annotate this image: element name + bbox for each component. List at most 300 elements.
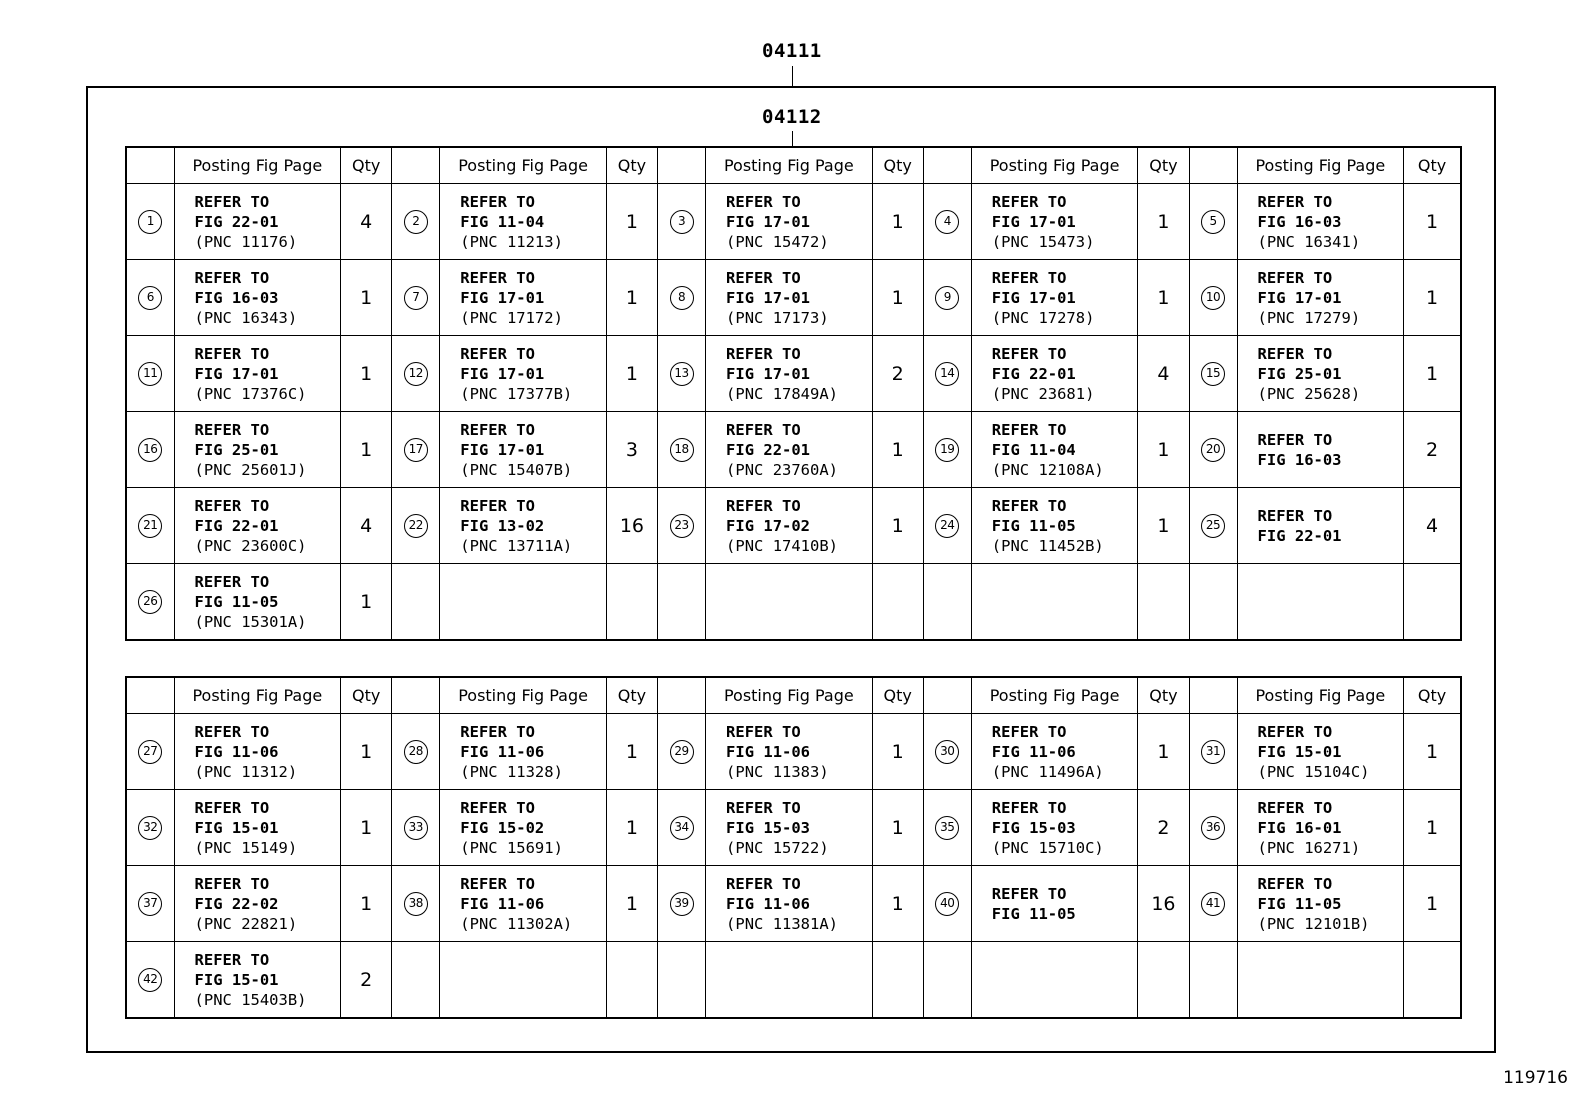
header-posting-fig-page: Posting Fig Page: [174, 147, 341, 184]
key-number-circle: 25: [1201, 514, 1225, 538]
pnc-reference: (PNC 15301A): [194, 612, 307, 631]
key-number-circle: 27: [138, 740, 162, 764]
header-qty: Qty: [1138, 147, 1189, 184]
key-number-cell: [126, 412, 174, 488]
qty-cell: 4: [341, 184, 392, 260]
qty-cell: [1404, 942, 1461, 1019]
refer-to-text: REFER TO: [991, 722, 1067, 741]
key-number-cell: [658, 488, 706, 564]
key-number-circle: 23: [670, 514, 694, 538]
posting-fig-page-cell: [174, 564, 341, 641]
posting-fig-page-cell: [174, 488, 341, 564]
qty-cell: 1: [872, 714, 923, 790]
posting-fig-page-cell: [174, 260, 341, 336]
fig-reference: FIG 17-01: [991, 212, 1076, 231]
leader-line-outer: [792, 66, 793, 87]
qty-cell: [606, 942, 657, 1019]
key-number-circle: 12: [404, 362, 428, 386]
key-number-cell: [392, 260, 440, 336]
fig-reference: FIG 22-01: [1257, 526, 1342, 545]
header-key-cell: [126, 147, 174, 184]
refer-to-text: REFER TO: [1257, 722, 1333, 741]
posting-fig-page-cell: [706, 184, 873, 260]
key-number-cell: [392, 412, 440, 488]
pnc-reference: (PNC 17173): [726, 308, 829, 327]
pnc-reference: (PNC 16341): [1257, 232, 1361, 251]
key-number-circle: 6: [138, 286, 162, 310]
key-number-cell: [658, 714, 706, 790]
qty-cell: 1: [606, 184, 657, 260]
qty-cell: 1: [872, 790, 923, 866]
posting-fig-page-cell: [174, 412, 341, 488]
table-row: [126, 790, 1461, 866]
pnc-reference: (PNC 11213): [460, 232, 563, 251]
refer-to-text: REFER TO: [194, 344, 270, 363]
key-number-cell: [126, 260, 174, 336]
qty-cell: [1138, 942, 1189, 1019]
key-number-cell: [1189, 714, 1237, 790]
assembly-label-04112: 04112: [762, 106, 822, 128]
refer-to-text: REFER TO: [991, 344, 1067, 363]
qty-cell: [606, 564, 657, 641]
key-number-circle: 3: [670, 210, 694, 234]
header-qty: Qty: [1404, 147, 1461, 184]
fig-reference: FIG 25-01: [1257, 364, 1342, 383]
pnc-reference: (PNC 11328): [460, 762, 563, 781]
qty-cell: 1: [1138, 412, 1189, 488]
key-number-cell: [1189, 184, 1237, 260]
key-number-circle: 22: [404, 514, 428, 538]
header-posting-fig-page: Posting Fig Page: [971, 147, 1138, 184]
refer-to-text: REFER TO: [991, 798, 1067, 817]
posting-fig-page-cell: [1237, 866, 1404, 942]
table-row: [126, 942, 1461, 1019]
refer-to-text: REFER TO: [726, 874, 801, 893]
fig-reference: FIG 17-01: [460, 364, 545, 383]
qty-cell: [872, 942, 923, 1019]
key-number-circle: 39: [670, 892, 694, 916]
qty-cell: 1: [1138, 714, 1189, 790]
qty-cell: 1: [606, 714, 657, 790]
refer-to-text: REFER TO: [460, 496, 535, 515]
qty-cell: [872, 564, 923, 641]
fig-reference: FIG 25-01: [194, 440, 279, 459]
fig-reference: FIG 17-01: [194, 364, 279, 383]
qty-cell: 2: [872, 336, 923, 412]
qty-cell: 3: [606, 412, 657, 488]
refer-to-text: REFER TO: [194, 496, 270, 515]
refer-to-text: REFER TO: [1257, 268, 1333, 287]
key-number-circle: 36: [1201, 816, 1225, 840]
key-number-cell: [392, 336, 440, 412]
key-number-cell: [923, 790, 971, 866]
fig-reference: FIG 11-04: [460, 212, 545, 231]
key-number-circle: 9: [935, 286, 959, 310]
posting-fig-page-cell: [706, 866, 873, 942]
pnc-reference: (PNC 17172): [460, 308, 563, 327]
key-number-circle: 4: [935, 210, 959, 234]
key-number-circle: 29: [670, 740, 694, 764]
posting-fig-page-cell: [440, 714, 607, 790]
qty-cell: 1: [872, 260, 923, 336]
refer-to-text: REFER TO: [1257, 506, 1333, 525]
posting-fig-page-cell: [1237, 488, 1404, 564]
pnc-reference: (PNC 15104C): [1257, 762, 1370, 781]
fig-reference: FIG 11-06: [460, 742, 545, 761]
pnc-reference: (PNC 11302A): [460, 914, 573, 933]
qty-cell: 1: [1404, 866, 1461, 942]
posting-fig-page-cell: [174, 336, 341, 412]
key-number-cell: [392, 790, 440, 866]
key-number-circle: 41: [1201, 892, 1225, 916]
key-number-cell: [1189, 488, 1237, 564]
posting-fig-page-cell: [440, 866, 607, 942]
key-number-cell: [392, 866, 440, 942]
refer-to-text: REFER TO: [726, 420, 801, 439]
pnc-reference: (PNC 25628): [1257, 384, 1361, 403]
fig-reference: FIG 22-02: [194, 894, 279, 913]
posting-fig-page-cell: [440, 260, 607, 336]
posting-fig-page-cell: [440, 488, 607, 564]
key-number-circle: 24: [935, 514, 959, 538]
key-number-cell: [1189, 790, 1237, 866]
refer-to-text: REFER TO: [726, 268, 801, 287]
header-key-cell: [392, 677, 440, 714]
refer-to-text: REFER TO: [991, 496, 1067, 515]
header-key-cell: [658, 147, 706, 184]
refer-to-text: REFER TO: [460, 874, 535, 893]
fig-reference: FIG 22-01: [726, 440, 811, 459]
posting-fig-page-cell: [1237, 336, 1404, 412]
pnc-reference: (PNC 23600C): [194, 536, 307, 555]
pnc-reference: (PNC 17849A): [726, 384, 839, 403]
key-number-circle: 28: [404, 740, 428, 764]
pnc-reference: (PNC 12101B): [1257, 914, 1370, 933]
key-number-cell: [126, 942, 174, 1019]
pnc-reference: (PNC 17376C): [194, 384, 307, 403]
refer-to-text: REFER TO: [991, 420, 1067, 439]
key-number-cell: [658, 564, 706, 641]
key-number-circle: 21: [138, 514, 162, 538]
key-number-circle: 5: [1201, 210, 1225, 234]
header-qty: Qty: [606, 147, 657, 184]
qty-cell: [1404, 564, 1461, 641]
key-number-cell: [658, 260, 706, 336]
posting-fig-page-cell: [440, 790, 607, 866]
posting-fig-page-cell: [440, 184, 607, 260]
key-number-circle: 32: [138, 816, 162, 840]
refer-to-text: REFER TO: [1257, 344, 1333, 363]
key-number-cell: [923, 412, 971, 488]
posting-fig-page-cell: [971, 790, 1138, 866]
refer-to-text: REFER TO: [194, 874, 270, 893]
table-row: [126, 184, 1461, 260]
fig-reference: FIG 11-05: [1257, 894, 1342, 913]
fig-reference: FIG 22-01: [194, 212, 279, 231]
fig-reference: FIG 11-06: [726, 894, 811, 913]
pnc-reference: (PNC 11312): [194, 762, 298, 781]
qty-cell: 2: [341, 942, 392, 1019]
key-number-cell: [658, 184, 706, 260]
posting-fig-page-cell: [971, 564, 1138, 641]
qty-cell: 1: [872, 412, 923, 488]
header-qty: Qty: [1404, 677, 1461, 714]
posting-fig-page-cell: [174, 184, 341, 260]
header-qty: Qty: [1138, 677, 1189, 714]
header-posting-fig-page: Posting Fig Page: [440, 677, 607, 714]
posting-fig-page-cell: [1237, 260, 1404, 336]
header-posting-fig-page: Posting Fig Page: [1237, 677, 1404, 714]
header-qty: Qty: [872, 677, 923, 714]
fig-reference: FIG 15-03: [726, 818, 811, 837]
pnc-reference: (PNC 16343): [194, 308, 298, 327]
posting-fig-page-cell: [1237, 942, 1404, 1019]
pnc-reference: (PNC 11496A): [991, 762, 1104, 781]
posting-fig-page-cell: [174, 714, 341, 790]
refer-to-text: REFER TO: [194, 192, 270, 211]
pnc-reference: (PNC 23760A): [726, 460, 839, 479]
pnc-reference: (PNC 13711A): [460, 536, 573, 555]
fig-reference: FIG 17-01: [991, 288, 1076, 307]
refer-to-text: REFER TO: [991, 192, 1067, 211]
key-number-circle: 19: [935, 438, 959, 462]
table-row: [126, 714, 1461, 790]
header-posting-fig-page: Posting Fig Page: [706, 677, 873, 714]
fig-reference: FIG 16-03: [1257, 212, 1342, 231]
key-number-circle: 30: [935, 740, 959, 764]
posting-fig-page-cell: [706, 412, 873, 488]
leader-line-inner: [792, 131, 793, 147]
header-key-cell: [1189, 677, 1237, 714]
qty-cell: [1138, 564, 1189, 641]
refer-to-text: REFER TO: [194, 950, 270, 969]
qty-cell: 1: [606, 790, 657, 866]
qty-cell: 1: [872, 488, 923, 564]
posting-fig-page-cell: [706, 564, 873, 641]
key-number-circle: 17: [404, 438, 428, 462]
key-number-cell: [1189, 412, 1237, 488]
key-number-circle: 34: [670, 816, 694, 840]
pnc-reference: (PNC 17278): [991, 308, 1095, 327]
fig-reference: FIG 15-01: [194, 818, 279, 837]
qty-cell: 4: [341, 488, 392, 564]
key-number-cell: [923, 714, 971, 790]
parts-table-upper: [125, 146, 1462, 641]
fig-reference: FIG 17-01: [460, 288, 545, 307]
refer-to-text: REFER TO: [460, 192, 535, 211]
key-number-cell: [923, 260, 971, 336]
refer-to-text: REFER TO: [1257, 798, 1333, 817]
fig-reference: FIG 16-03: [1257, 450, 1342, 469]
qty-cell: 1: [341, 714, 392, 790]
pnc-reference: (PNC 16271): [1257, 838, 1361, 857]
fig-reference: FIG 17-01: [1257, 288, 1342, 307]
qty-cell: 1: [341, 336, 392, 412]
key-number-circle: 8: [670, 286, 694, 310]
qty-cell: 16: [1138, 866, 1189, 942]
fig-reference: FIG 16-01: [1257, 818, 1342, 837]
posting-fig-page-cell: [971, 336, 1138, 412]
assembly-label-04111: 04111: [762, 40, 822, 62]
posting-fig-page-cell: [1237, 714, 1404, 790]
posting-fig-page-cell: [440, 564, 607, 641]
posting-fig-page-cell: [1237, 184, 1404, 260]
key-number-cell: [126, 564, 174, 641]
key-number-circle: 2: [404, 210, 428, 234]
key-number-circle: 15: [1201, 362, 1225, 386]
pnc-reference: (PNC 15407B): [460, 460, 573, 479]
refer-to-text: REFER TO: [194, 268, 270, 287]
key-number-cell: [923, 942, 971, 1019]
figure-number: 119716: [1503, 1068, 1568, 1088]
fig-reference: FIG 22-01: [991, 364, 1076, 383]
qty-cell: 1: [606, 866, 657, 942]
key-number-circle: 13: [670, 362, 694, 386]
qty-cell: 1: [1404, 790, 1461, 866]
posting-fig-page-cell: [1237, 564, 1404, 641]
qty-cell: 2: [1404, 412, 1461, 488]
qty-cell: 1: [341, 412, 392, 488]
key-number-circle: 20: [1201, 438, 1225, 462]
posting-fig-page-cell: [1237, 412, 1404, 488]
qty-cell: 1: [872, 184, 923, 260]
refer-to-text: REFER TO: [460, 420, 535, 439]
key-number-cell: [923, 336, 971, 412]
key-number-cell: [126, 184, 174, 260]
header-qty: Qty: [872, 147, 923, 184]
fig-reference: FIG 13-02: [460, 516, 545, 535]
refer-to-text: REFER TO: [194, 798, 270, 817]
refer-to-text: REFER TO: [1257, 874, 1333, 893]
key-number-cell: [923, 564, 971, 641]
posting-fig-page-cell: [440, 412, 607, 488]
qty-cell: 1: [606, 336, 657, 412]
header-key-cell: [1189, 147, 1237, 184]
key-number-circle: 40: [935, 892, 959, 916]
fig-reference: FIG 11-04: [991, 440, 1076, 459]
key-number-cell: [1189, 336, 1237, 412]
refer-to-text: REFER TO: [726, 496, 801, 515]
fig-reference: FIG 17-01: [460, 440, 545, 459]
qty-cell: 1: [1138, 184, 1189, 260]
qty-cell: 1: [1138, 260, 1189, 336]
pnc-reference: (PNC 22821): [194, 914, 298, 933]
key-number-circle: 31: [1201, 740, 1225, 764]
posting-fig-page-cell: [174, 790, 341, 866]
qty-cell: 1: [1404, 336, 1461, 412]
pnc-reference: (PNC 12108A): [991, 460, 1104, 479]
header-key-cell: [658, 677, 706, 714]
posting-fig-page-cell: [971, 412, 1138, 488]
header-row: [126, 677, 1461, 714]
key-number-cell: [392, 714, 440, 790]
key-number-cell: [923, 488, 971, 564]
key-number-cell: [126, 790, 174, 866]
pnc-reference: (PNC 17410B): [726, 536, 839, 555]
header-row: [126, 147, 1461, 184]
header-qty: Qty: [606, 677, 657, 714]
refer-to-text: REFER TO: [460, 268, 535, 287]
posting-fig-page-cell: [706, 488, 873, 564]
fig-reference: FIG 11-06: [460, 894, 545, 913]
fig-reference: FIG 11-05: [991, 904, 1076, 923]
pnc-reference: (PNC 17279): [1257, 308, 1361, 327]
key-number-cell: [658, 866, 706, 942]
key-number-cell: [923, 184, 971, 260]
table-row: [126, 336, 1461, 412]
pnc-reference: (PNC 15710C): [991, 838, 1104, 857]
key-number-circle: 33: [404, 816, 428, 840]
table-row: [126, 488, 1461, 564]
refer-to-text: REFER TO: [194, 572, 270, 591]
refer-to-text: REFER TO: [460, 722, 535, 741]
fig-reference: FIG 16-03: [194, 288, 279, 307]
key-number-cell: [392, 564, 440, 641]
key-number-circle: 16: [138, 438, 162, 462]
posting-fig-page-cell: [706, 790, 873, 866]
fig-reference: FIG 17-02: [726, 516, 811, 535]
posting-fig-page-cell: [971, 714, 1138, 790]
key-number-circle: 26: [138, 590, 162, 614]
key-number-circle: 10: [1201, 286, 1225, 310]
qty-cell: 1: [872, 866, 923, 942]
refer-to-text: REFER TO: [460, 344, 535, 363]
table-row: [126, 564, 1461, 641]
pnc-reference: (PNC 15149): [194, 838, 298, 857]
table-row: [126, 866, 1461, 942]
posting-fig-page-cell: [971, 260, 1138, 336]
table-row: [126, 412, 1461, 488]
refer-to-text: REFER TO: [726, 798, 801, 817]
qty-cell: 4: [1138, 336, 1189, 412]
header-qty: Qty: [341, 677, 392, 714]
header-posting-fig-page: Posting Fig Page: [174, 677, 341, 714]
pnc-reference: (PNC 17377B): [460, 384, 573, 403]
qty-cell: 1: [341, 564, 392, 641]
posting-fig-page-cell: [971, 488, 1138, 564]
fig-reference: FIG 15-01: [1257, 742, 1342, 761]
key-number-cell: [658, 412, 706, 488]
pnc-reference: (PNC 11176): [194, 232, 298, 251]
qty-cell: 1: [1404, 184, 1461, 260]
qty-cell: 16: [606, 488, 657, 564]
key-number-cell: [1189, 260, 1237, 336]
pnc-reference: (PNC 15403B): [194, 990, 307, 1009]
refer-to-text: REFER TO: [726, 192, 801, 211]
key-number-cell: [126, 336, 174, 412]
header-qty: Qty: [341, 147, 392, 184]
qty-cell: 1: [1138, 488, 1189, 564]
key-number-circle: 18: [670, 438, 694, 462]
refer-to-text: REFER TO: [1257, 430, 1333, 449]
posting-fig-page-cell: [174, 866, 341, 942]
fig-reference: FIG 17-01: [726, 212, 811, 231]
qty-cell: 1: [1404, 714, 1461, 790]
key-number-circle: 37: [138, 892, 162, 916]
fig-reference: FIG 22-01: [194, 516, 279, 535]
parts-table-lower: [125, 676, 1462, 1019]
header-key-cell: [923, 147, 971, 184]
posting-fig-page-cell: [440, 942, 607, 1019]
key-number-cell: [658, 336, 706, 412]
key-number-cell: [126, 488, 174, 564]
key-number-circle: 11: [138, 362, 162, 386]
qty-cell: 1: [606, 260, 657, 336]
fig-reference: FIG 11-05: [991, 516, 1076, 535]
refer-to-text: REFER TO: [726, 344, 801, 363]
key-number-cell: [1189, 564, 1237, 641]
header-key-cell: [392, 147, 440, 184]
